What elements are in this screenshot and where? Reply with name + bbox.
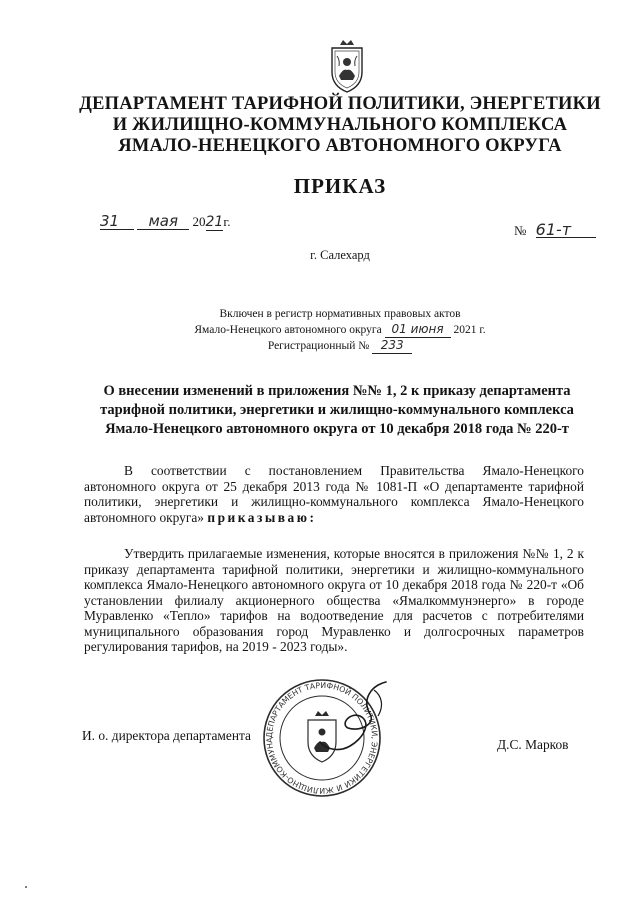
signer-position: И. о. директора департамента: [82, 728, 251, 743]
department-line-2: И ЖИЛИЩНО-КОММУНАЛЬНОГО КОМПЛЕКСА: [112, 115, 568, 135]
number-label: №: [514, 223, 527, 238]
registry-line-3: [40, 338, 640, 354]
registry-number-label: Регистрационный №: [267, 340, 370, 352]
date-year-suffix: г.: [223, 214, 231, 229]
order-word: приказываю:: [207, 509, 317, 525]
department-line-1: ДЕПАРТАМЕНТ ТАРИФНОЙ ПОЛИТИКИ, ЭНЕРГЕТИКИ: [79, 94, 601, 114]
registry-line-2: [40, 322, 640, 338]
registry-note: [40, 306, 640, 354]
date-month: мая: [137, 214, 189, 230]
resolution-paragraph: Утвердить прилагаемые изменения, которые вносятся в приложения №№ 1, 2 к приказу департамента тарифной политики, энергетики и жилищно-коммунального комплекса Ямало-Ненецкого автономного округа от 10 декабря 2018 года № 220-т «Об установлении филиалу акционерного общества «Ямалкоммунэнерго» в городе Муравленко «Тепло» тарифов на водоотведение для расчетов с потребителями муниципального образования город Муравленко и долгосрочных параметров регулирования тарифов, на 2019 - 2023 годы».: [84, 546, 584, 654]
order-subject: О внесении изменений в приложения №№ 1, 2 к приказу департамента тарифной политики, энергетики и жилищно-коммунального комплекса Ямало-Ненецкого автономного округа от 10 декабря 2018 года № 220-т: [100, 383, 574, 437]
registry-year: 2021 г.: [453, 324, 486, 336]
registry-date: 01 июня: [385, 322, 451, 338]
date-year-prefix: 20: [192, 214, 206, 229]
document-type-title: ПРИКАЗ: [293, 174, 387, 198]
order-number: [514, 222, 596, 239]
department-name: [40, 94, 640, 157]
yamal-coat-of-arms-icon: [326, 38, 368, 94]
date-year-handwritten: 21: [205, 214, 224, 230]
department-line-3: ЯМАЛО-НЕНЕЦКОГО АВТОНОМНОГО ОКРУГА: [118, 136, 562, 156]
signer-name: Д.С. Марков: [497, 737, 569, 752]
number-value: 61-т: [536, 222, 596, 238]
preamble-paragraph: [84, 463, 584, 525]
date-day: 31: [100, 214, 134, 230]
city-name: г. Салехард: [310, 248, 370, 262]
handwritten-signature-icon: [300, 676, 410, 756]
scan-speck: [25, 886, 27, 888]
registry-number: 233: [372, 338, 412, 354]
registry-line-1: Включен в регистр нормативных правовых актов: [219, 308, 461, 320]
order-date: [100, 214, 230, 231]
seal-text: ДЕПАРТАМЕНТ ТАРИФНОЙ ПОЛИТИКИ, ЭНЕРГЕТИКИ И ЖИЛИЩНО-КОММУНА: [264, 680, 380, 796]
preamble-text: В соответствии с постановлением Правительства Ямало-Ненецкого автономного округа от 25 декабря 2013 года № 1081-П «О департаменте тарифной политики, энергетики и жилищно-коммунального комплекса Ямало-Ненецкого автономного округа»: [84, 463, 584, 525]
registry-region: Ямало-Ненецкого автономного округа: [194, 324, 382, 336]
